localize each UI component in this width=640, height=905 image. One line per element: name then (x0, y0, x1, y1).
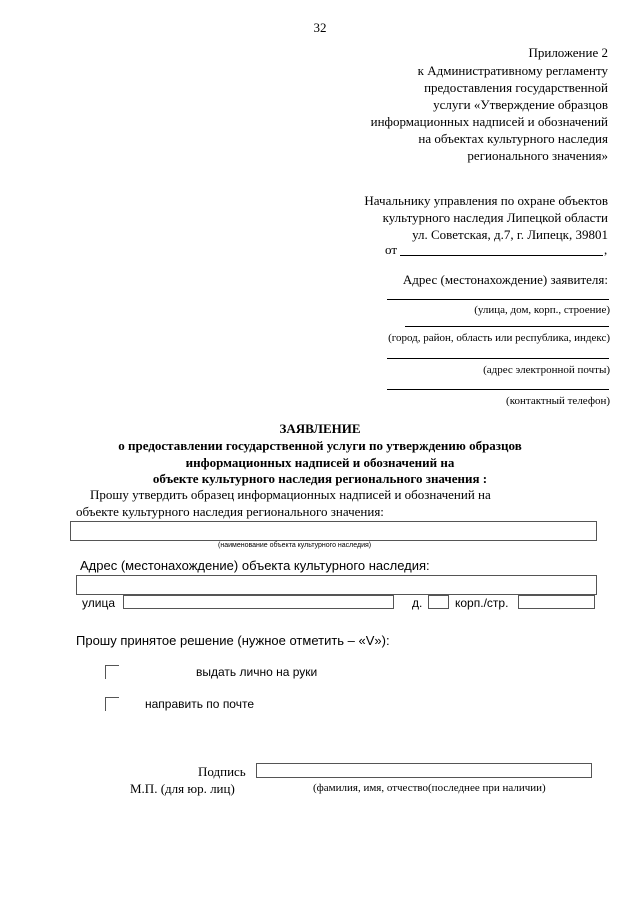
from-comma: , (604, 242, 608, 257)
street-label: улица (82, 596, 115, 610)
request-line-1: Прошу утвердить образец информационных надписей и обозначений на (90, 487, 491, 502)
object-street-input[interactable] (123, 595, 394, 609)
signature-input[interactable] (256, 763, 592, 778)
addressee-line-1: Начальнику управления по охране объектов (364, 193, 608, 208)
object-building-input[interactable] (518, 595, 595, 609)
option-in-person-checkbox[interactable] (105, 665, 119, 679)
name-hint: (фамилия, имя, отчество(последнее при наличии) (313, 782, 546, 794)
email-field[interactable] (387, 358, 609, 359)
seal-label: М.П. (для юр. лиц) (130, 781, 235, 796)
appendix-line-2: к Административному регламенту (417, 63, 608, 78)
from-label: от (385, 242, 398, 257)
appendix-line-7: регионального значения» (467, 148, 608, 163)
appendix-line-1: Приложение 2 (528, 45, 608, 60)
statement-subtitle-1: о предоставлении государственной услуги по утверждению образцов (118, 438, 522, 453)
option-by-mail-checkbox[interactable] (105, 697, 119, 711)
object-house-input[interactable] (428, 595, 449, 609)
phone-hint: (контактный телефон) (506, 395, 610, 407)
building-label: корп./стр. (455, 596, 509, 610)
addressee-line-2: культурного наследия Липецкой области (382, 210, 608, 225)
appendix-line-3: предоставления государственной (424, 80, 608, 95)
phone-field[interactable] (387, 389, 609, 390)
page-number: 32 (313, 20, 327, 35)
statement-title: ЗАЯВЛЕНИЕ (279, 421, 361, 436)
option-in-person-label: выдать лично на руки (196, 665, 318, 679)
signature-label: Подпись (198, 764, 246, 779)
decision-label: Прошу принятое решение (нужное отметить – «V»): (76, 633, 390, 648)
object-name-input[interactable] (70, 521, 597, 541)
appendix-line-6: на объектах культурного наследия (418, 131, 608, 146)
street-hint: (улица, дом, корп., строение) (474, 304, 610, 316)
applicant-address-heading: Адрес (местонахождение) заявителя: (402, 272, 608, 287)
object-name-hint: (наименование объекта культурного наследия) (218, 542, 372, 549)
house-label: д. (412, 596, 423, 610)
email-hint: (адрес электронной почты) (483, 364, 610, 376)
object-address-input[interactable] (76, 575, 597, 595)
object-address-label: Адрес (местонахождение) объекта культурного наследия: (80, 558, 430, 573)
appendix-line-5: информационных надписей и обозначений (370, 114, 608, 129)
request-line-2: объекте культурного наследия регионального значения: (76, 504, 384, 519)
city-hint: (город, район, область или республика, индекс) (388, 332, 610, 344)
appendix-line-4: услуги «Утверждение образцов (433, 97, 608, 112)
street-field[interactable] (387, 299, 609, 300)
statement-subtitle-3: объекте культурного наследия регионального значения : (152, 471, 488, 486)
addressee-line-3: ул. Советская, д.7, г. Липецк, 39801 (412, 227, 608, 242)
option-by-mail-label: направить по почте (145, 697, 255, 711)
statement-subtitle-2: информационных надписей и обозначений на (185, 455, 455, 470)
from-field[interactable] (400, 255, 603, 256)
city-field[interactable] (405, 326, 609, 327)
